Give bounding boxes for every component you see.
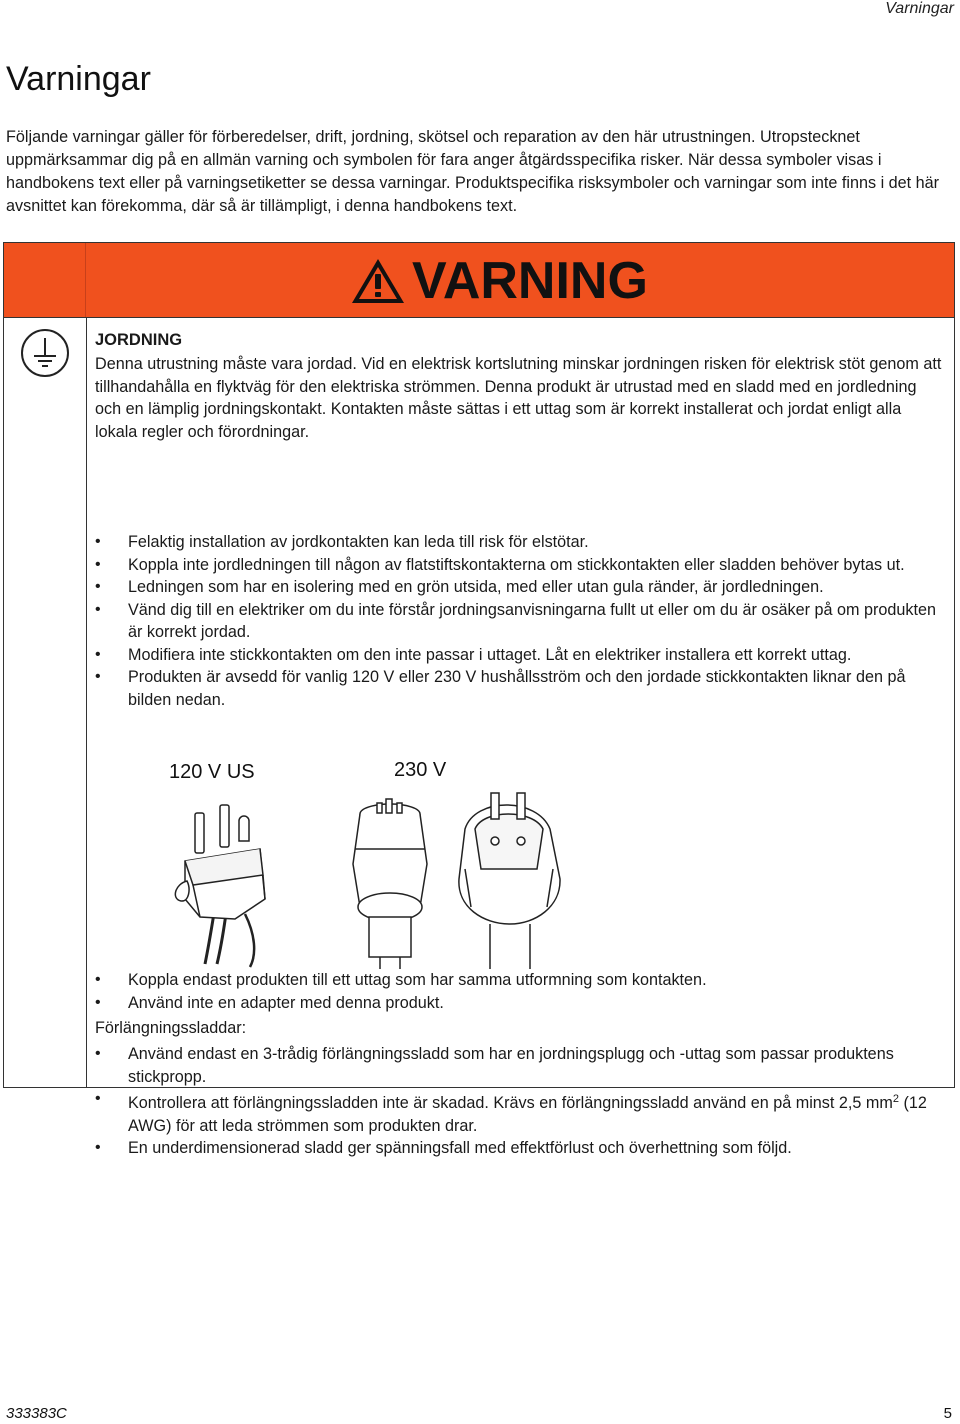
grounding-bullet-list [95,531,945,711]
list-item: • Vänd dig till en elektriker om du inte förstår jordningsanvisningarna fullt ut eller om du är osäker på om produkten är korrekt jordad. [95,599,945,644]
list-item: • Använd inte en adapter med denna produkt. [95,992,945,1015]
extension-bullet-list [95,1043,945,1160]
warning-banner-left-cell [4,243,86,317]
outlet-bullet-list [95,969,945,1014]
footer-doc-code: 333383C [6,1405,67,1422]
list-item-text-cont: (12 AWG) för att leda strömmen som produkten drar. [128,1094,927,1135]
list-item: • Felaktig installation av jordkontakten kan leda till risk för elstötar. [95,531,945,554]
plug-label-us: 120 V US [169,761,255,783]
list-item [95,1088,945,1137]
grounding-paragraph: Denna utrustning måste vara jordad. Vid en elektrisk kortslutning minskar jordningen risken för elektrisk stöt genom att tillhandahålla en flyktväg för den elektriska strömmen. Denna produkt är utrustad med en sladd med en jordledning och en lämplig jordningskontakt. Kontakten måste sättas i ett uttag som är korrekt installerat och jordat enligt alla lokala regler och förordningar. [95,355,942,441]
page-title: Varningar [6,60,151,98]
list-item: • Koppla inte jordledningen till någon av flatstiftskontakterna om stickkontakten eller sladden behöver bytas ut. [95,554,945,577]
warning-banner [4,243,954,318]
footer-page-number: 5 [943,1405,952,1422]
grounding-subheading: JORDNING [95,331,183,349]
list-item: • Produkten är avsedd för vanlig 120 V eller 230 V hushållsström och den jordade stickkontakten liknar den på bilden nedan. [95,666,945,711]
grounding-warning-box [3,242,955,1157]
list-item: • Koppla endast produkten till ett uttag som har samma utformning som kontakten. [95,969,945,992]
intro-paragraph: Följande varningar gäller för förberedelser, drift, jordning, skötsel och reparation av den här utrustningen. Utropstecknet uppmärksammar dig på en allmän varning och symbolen för fara anger åtgärdsspecifika risker. När dessa symboler visas i handbokens text eller på varningsetiketter se dessa varningar. Produktspecifika risksymboler och varningar som inte finns i det här avsnittet kan förekomma, där så är tillämpligt, i denna handbokens text. [6,128,940,215]
list-item: • En underdimensionerad sladd ger spänningsfall med effektförlust och överhettning som följd. [95,1137,945,1160]
schuko-plug-icon [459,793,560,969]
warning-triangle-icon [350,257,406,305]
us-plug-icon [175,805,265,967]
warning-word: VARNING [412,252,648,310]
list-item-text: Kontrollera att förlängningssladden inte är skadad. Krävs en förlängningssladd använd en på minst 2,5 mm [128,1094,893,1112]
list-item: • Modifiera inte stickkontakten om den inte passar i uttaget. Låt en elektriker installera ett korrekt uttag. [95,644,945,667]
plug-label-eu: 230 V [394,759,447,781]
superscript-two: 2 [892,1093,899,1105]
list-item: • Använd endast en 3-trådig förlängningssladd som har en jordningsplugg och -uttag som passar produktens stickpropp. [95,1043,945,1088]
ground-symbol-icon [19,327,71,384]
running-header-title: Varningar [885,0,954,17]
eu-plug-icon [353,799,427,969]
warning-icon-column [4,317,87,1087]
warning-heading [350,251,648,311]
list-item: • Ledningen som har en isolering med en grön utsida, med eller utan gula ränder, är jordledningen. [95,576,945,599]
extension-cords-heading: Förlängningssladdar: [95,1019,247,1037]
plug-illustration [165,789,625,976]
